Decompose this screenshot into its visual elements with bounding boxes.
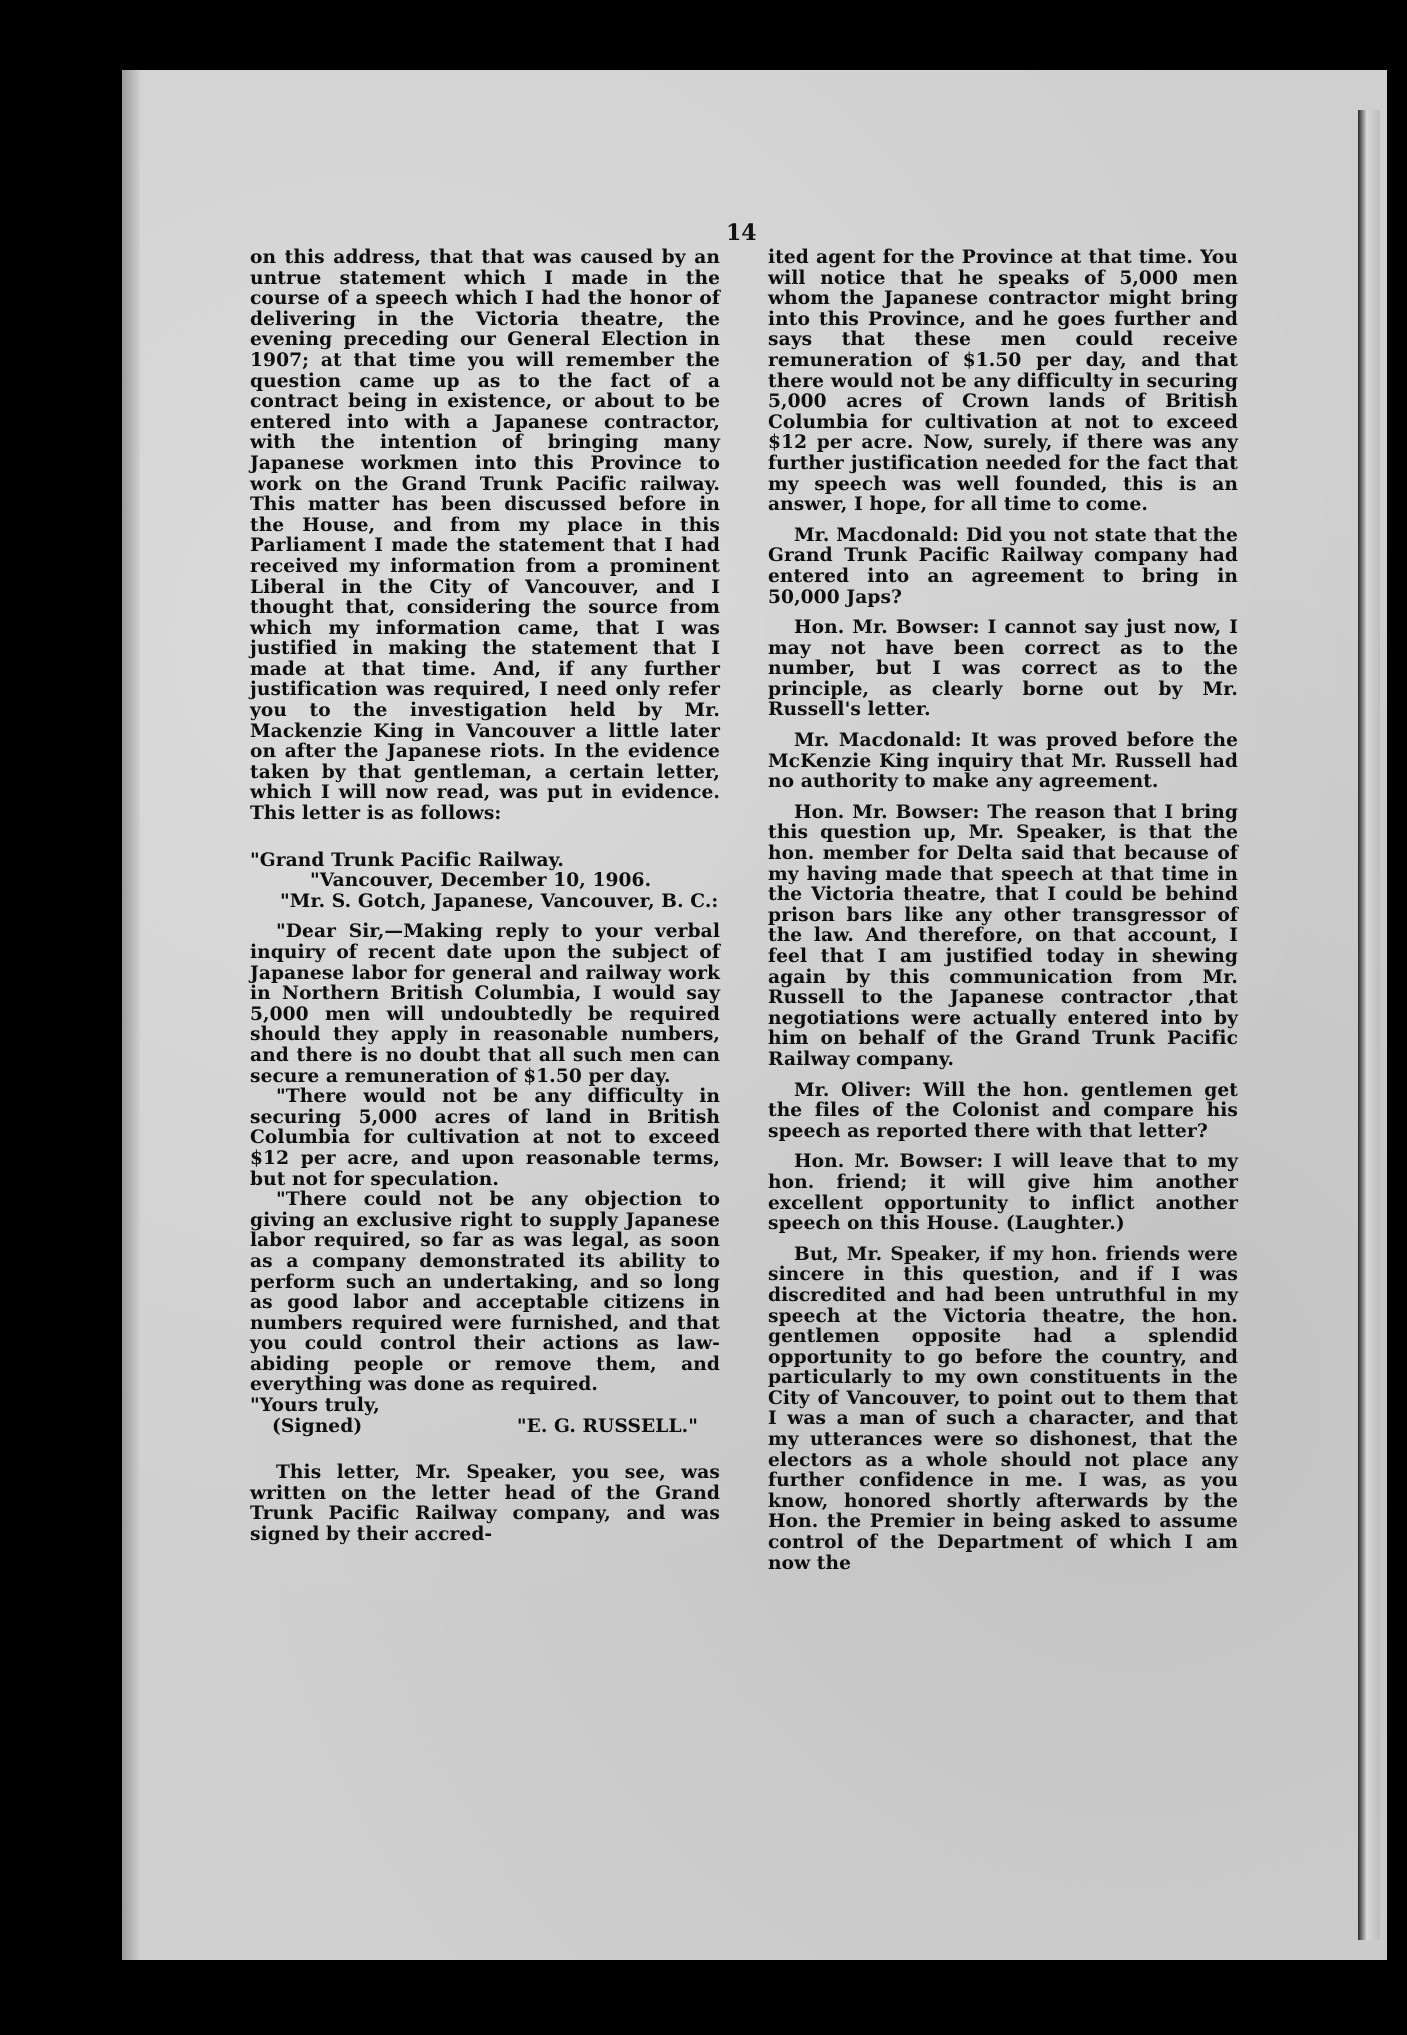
letter-paragraph: "Dear Sir,—Making reply to your verbal inquiry of recent date upon the subject of Japanese labor for general and railway work in Northern British Columbia, I would say 5,000 men will undoubtedly be required should they apply in reasonable numbers, and there is no doubt that all such men can secure a remuneration of $1.50 per day. xyxy=(250,921,720,1087)
page-number: 14 xyxy=(726,220,757,246)
letter-date: "Vancouver, December 10, 1906. xyxy=(310,870,652,892)
signature-line xyxy=(250,1417,720,1438)
paragraph: on this address, that that was caused by an untrue statement which I made in the course of a speech which I had the honor of delivering in the Victoria theatre, the evening preceding our General Election in 1907; at that time you will remember the question came up as to the fact of a contract being in existence, or about to be entered into with a Japanese contractor, with the intention of bringing many Japanese workmen into this Province to work on the Grand Trunk Pacific railway. This matter has been discussed before in the House, and from my place in this Parliament I made the statement that I had received my information from a prominent Liberal in the City of Vancouver, and I thought that, considering the source from which my information came, that I was justified in making the statement that I made at that time. And, if any further justification was required, I need only refer you to the investigation held by Mr. Mackenzie King in Vancouver a little later on after the Japanese riots. In the evidence taken by that gentleman, a certain letter, which I will now read, was put in evidence. This letter is as follows: xyxy=(250,247,720,825)
letter-addressee: "Mr. S. Gotch, Japanese, Vancouver, B. C.: xyxy=(280,890,719,912)
paragraph: Mr. Macdonald: Did you not state that the Grand Trunk Pacific Railway company had entered into an agreement to bring in 50,000 Japs? xyxy=(768,524,1238,608)
paragraph: This letter, Mr. Speaker, you see, was written on the letter head of the Grand Trunk Pacific Railway company, and was signed by their accred- xyxy=(250,1462,720,1546)
paragraph: Hon. Mr. Bowser: The reason that I bring this question up, Mr. Speaker, is that the hon. member for Delta said that because of my having made that speech at that time in the Victoria theatre, that I could be behind prison bars like any other transgressor of the law. And therefore, on that account, I feel that I am justified today in shewing again by this communication from Mr. Russell to the Japanese contractor ,that negotiations were actually entered into by him on behalf of the Grand Trunk Pacific Railway company. xyxy=(768,801,1238,1070)
left-column xyxy=(250,248,720,1546)
adjacent-page-edge xyxy=(1358,110,1380,1940)
page-left-edge xyxy=(122,70,140,1960)
letter-head: "Grand Trunk Pacific Railway. xyxy=(250,849,564,871)
signed-name: "E. G. RUSSELL." xyxy=(516,1415,698,1437)
paragraph: ited agent for the Province at that time. You will notice that he speaks of 5,000 men whom the Japanese contractor might bring into this Province, and he goes further and says that these men could receive remuneration of $1.50 per day, and that there would not be any difficulty in securing 5,000 acres of Crown lands of British Columbia for cultivation at not to exceed $12 per acre. Now, surely, if there was any further justification needed for the fact that my speech was well founded, this is an answer, I hope, for all time to come. xyxy=(768,247,1238,516)
letter-paragraph: "There would not be any difficulty in securing 5,000 acres of land in British Columbia for cultivation at not to exceed $12 per acre, and upon reasonable terms, but not for speculation. xyxy=(250,1086,720,1190)
paragraph: Mr. Oliver: Will the hon. gentlemen get the files of the Colonist and compare his speech as reported there with that letter? xyxy=(768,1079,1238,1142)
paragraph: Mr. Macdonald: It was proved before the McKenzie King inquiry that Mr. Russell had no authority to make any agreement. xyxy=(768,730,1238,793)
paragraph: Hon. Mr. Bowser: I will leave that to my hon. friend; it will give him another excellent opportunity to inflict another speech on this House. (Laughter.) xyxy=(768,1151,1238,1235)
paragraph: Hon. Mr. Bowser: I cannot say just now, I may not have been correct as to the number, but I was correct as to the principle, as clearly borne out by Mr. Russell's letter. xyxy=(768,617,1238,721)
right-column xyxy=(768,248,1238,1574)
paragraph: But, Mr. Speaker, if my hon. friends were sincere in this question, and if I was discredited and had been untruthful in my speech at the Victoria theatre, the hon. gentlemen opposite had a splendid opportunity to go before the country, and particularly to my own constituents in the City of Vancouver, to point out to them that I was a man of such a character, and that my utterances were so dishonest, that the electors as a whole should not place any further confidence in me. I was, as you know, honored shortly afterwards by the Hon. the Premier in being asked to assume control of the Department of which I am now the xyxy=(768,1243,1238,1574)
letter-paragraph: "There could not be any objection to giving an exclusive right to supply Japanese labor required, so far as was legal, as soon as a company demonstrated its ability to perform such an undertaking, and so long as good labor and acceptable citizens in numbers required were furnished, and that you could control their actions as law-abiding people or remove them, and everything was done as required. xyxy=(250,1189,720,1396)
letter-closing: "Yours truly, xyxy=(250,1395,380,1417)
signed-label: (Signed) xyxy=(272,1415,363,1437)
